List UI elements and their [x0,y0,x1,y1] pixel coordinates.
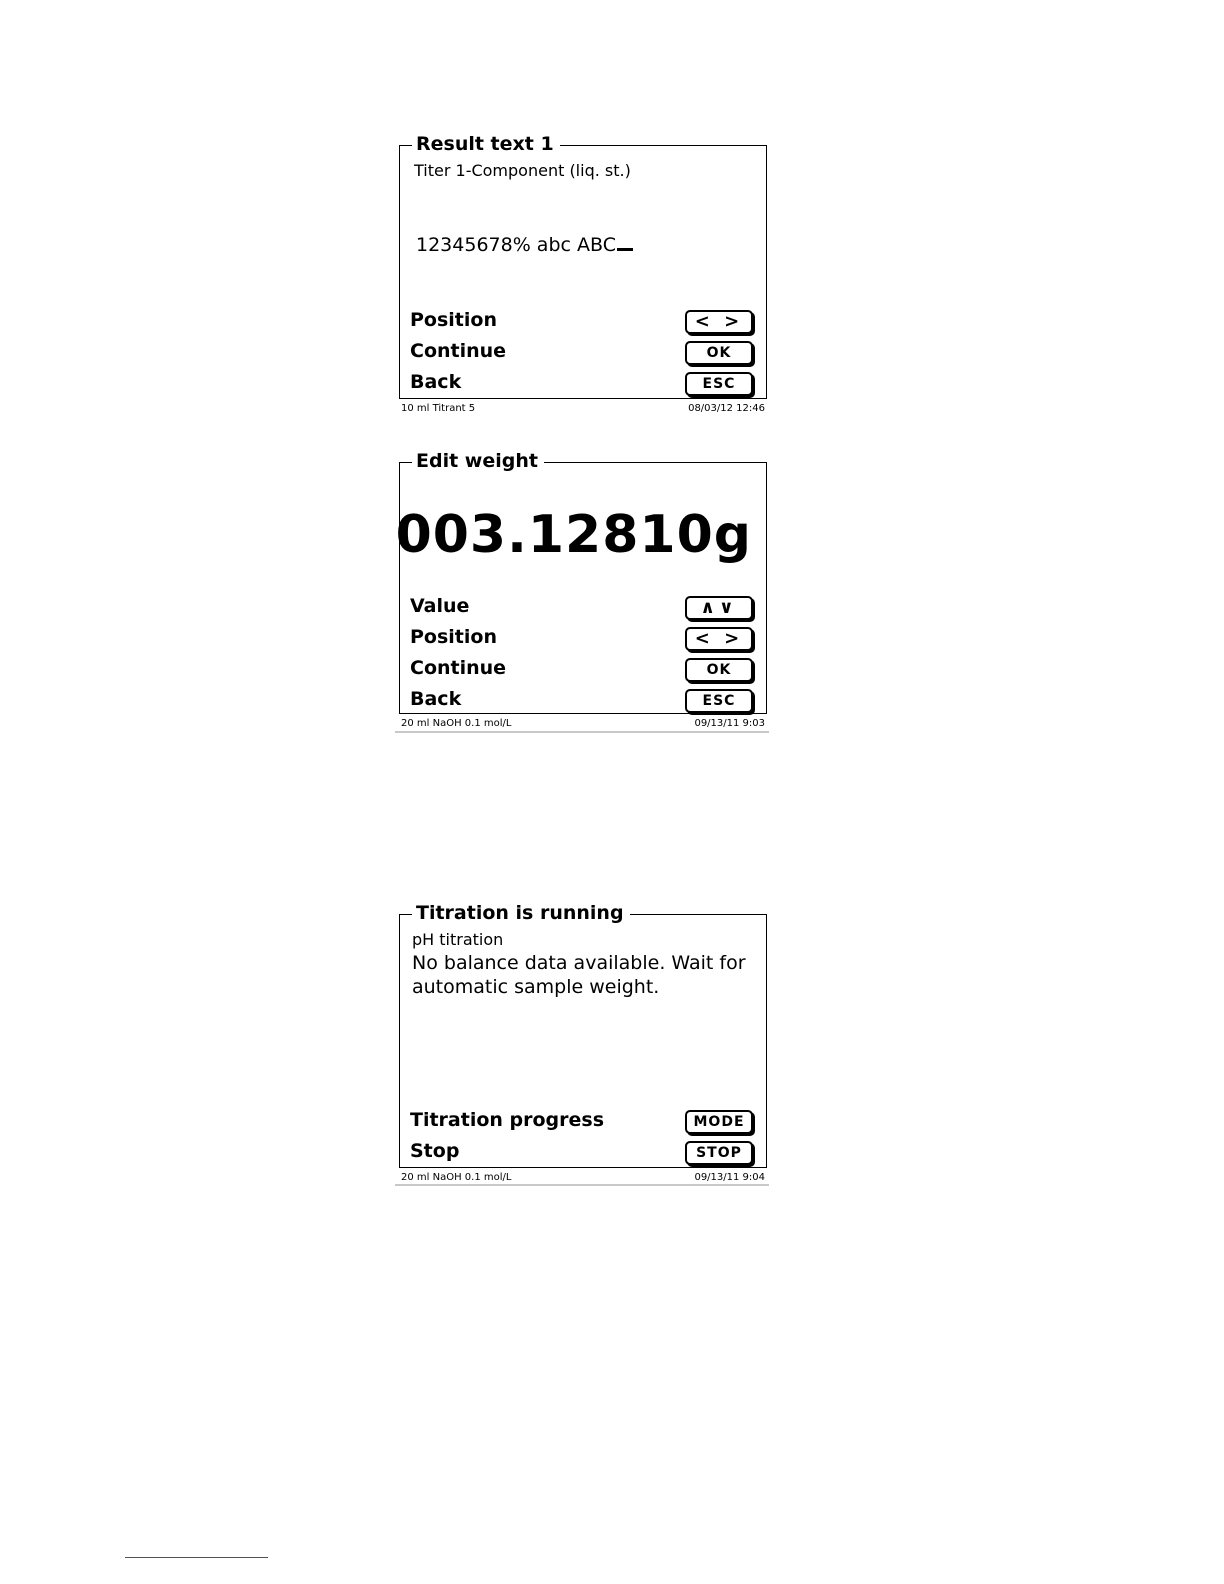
esc-key-button[interactable]: ESC [685,372,753,396]
row-label-continue: Continue [410,340,507,362]
status-titrant: 20 ml NaOH 0.1 mol/L [401,1172,512,1183]
screen-frame [395,450,767,714]
text-input-field[interactable] [416,233,633,257]
screen-subtitle: pH titration [412,930,504,949]
screen-frame [399,902,767,1168]
row-label-titration-progress: Titration progress [410,1109,605,1131]
message-line-1: No balance data available. Wait for [412,952,746,974]
screen-title: Result text 1 [412,132,560,156]
row-label-position: Position [410,626,497,648]
esc-key-button[interactable]: ESC [685,689,753,713]
row-label-stop: Stop [410,1140,460,1162]
row-label-position: Position [410,309,497,331]
row-label-back: Back [410,688,462,710]
status-divider [395,1184,769,1186]
position-key-button[interactable]: < > [685,627,753,651]
position-key-button[interactable]: < > [685,310,753,334]
row-label-back: Back [410,371,462,393]
row-label-continue: Continue [410,657,507,679]
status-datetime: 08/03/12 12:46 [688,403,765,414]
status-datetime: 09/13/11 9:04 [694,1172,765,1183]
status-titrant: 10 ml Titrant 5 [401,403,476,414]
screen-frame [399,133,767,399]
status-titrant: 20 ml NaOH 0.1 mol/L [401,718,512,729]
screen-title: Titration is running [412,901,630,925]
screen-subtitle: Titer 1-Component (liq. st.) [414,161,631,180]
status-datetime: 09/13/11 9:03 [694,718,765,729]
mode-key-button[interactable]: MODE [685,1110,753,1134]
row-label-value: Value [410,595,470,617]
weight-value[interactable]: 003.12810g [395,505,752,565]
text-cursor [617,248,633,251]
ok-key-button[interactable]: OK [685,341,753,365]
text-input-value: 12345678% abc ABC [416,234,616,256]
screen-title: Edit weight [412,449,544,473]
stop-key-button[interactable]: STOP [685,1141,753,1165]
value-key-button[interactable]: ∧∨ [685,596,753,620]
footnote-separator [125,1557,268,1558]
ok-key-button[interactable]: OK [685,658,753,682]
message-line-2: automatic sample weight. [412,976,660,998]
status-divider [395,731,769,733]
